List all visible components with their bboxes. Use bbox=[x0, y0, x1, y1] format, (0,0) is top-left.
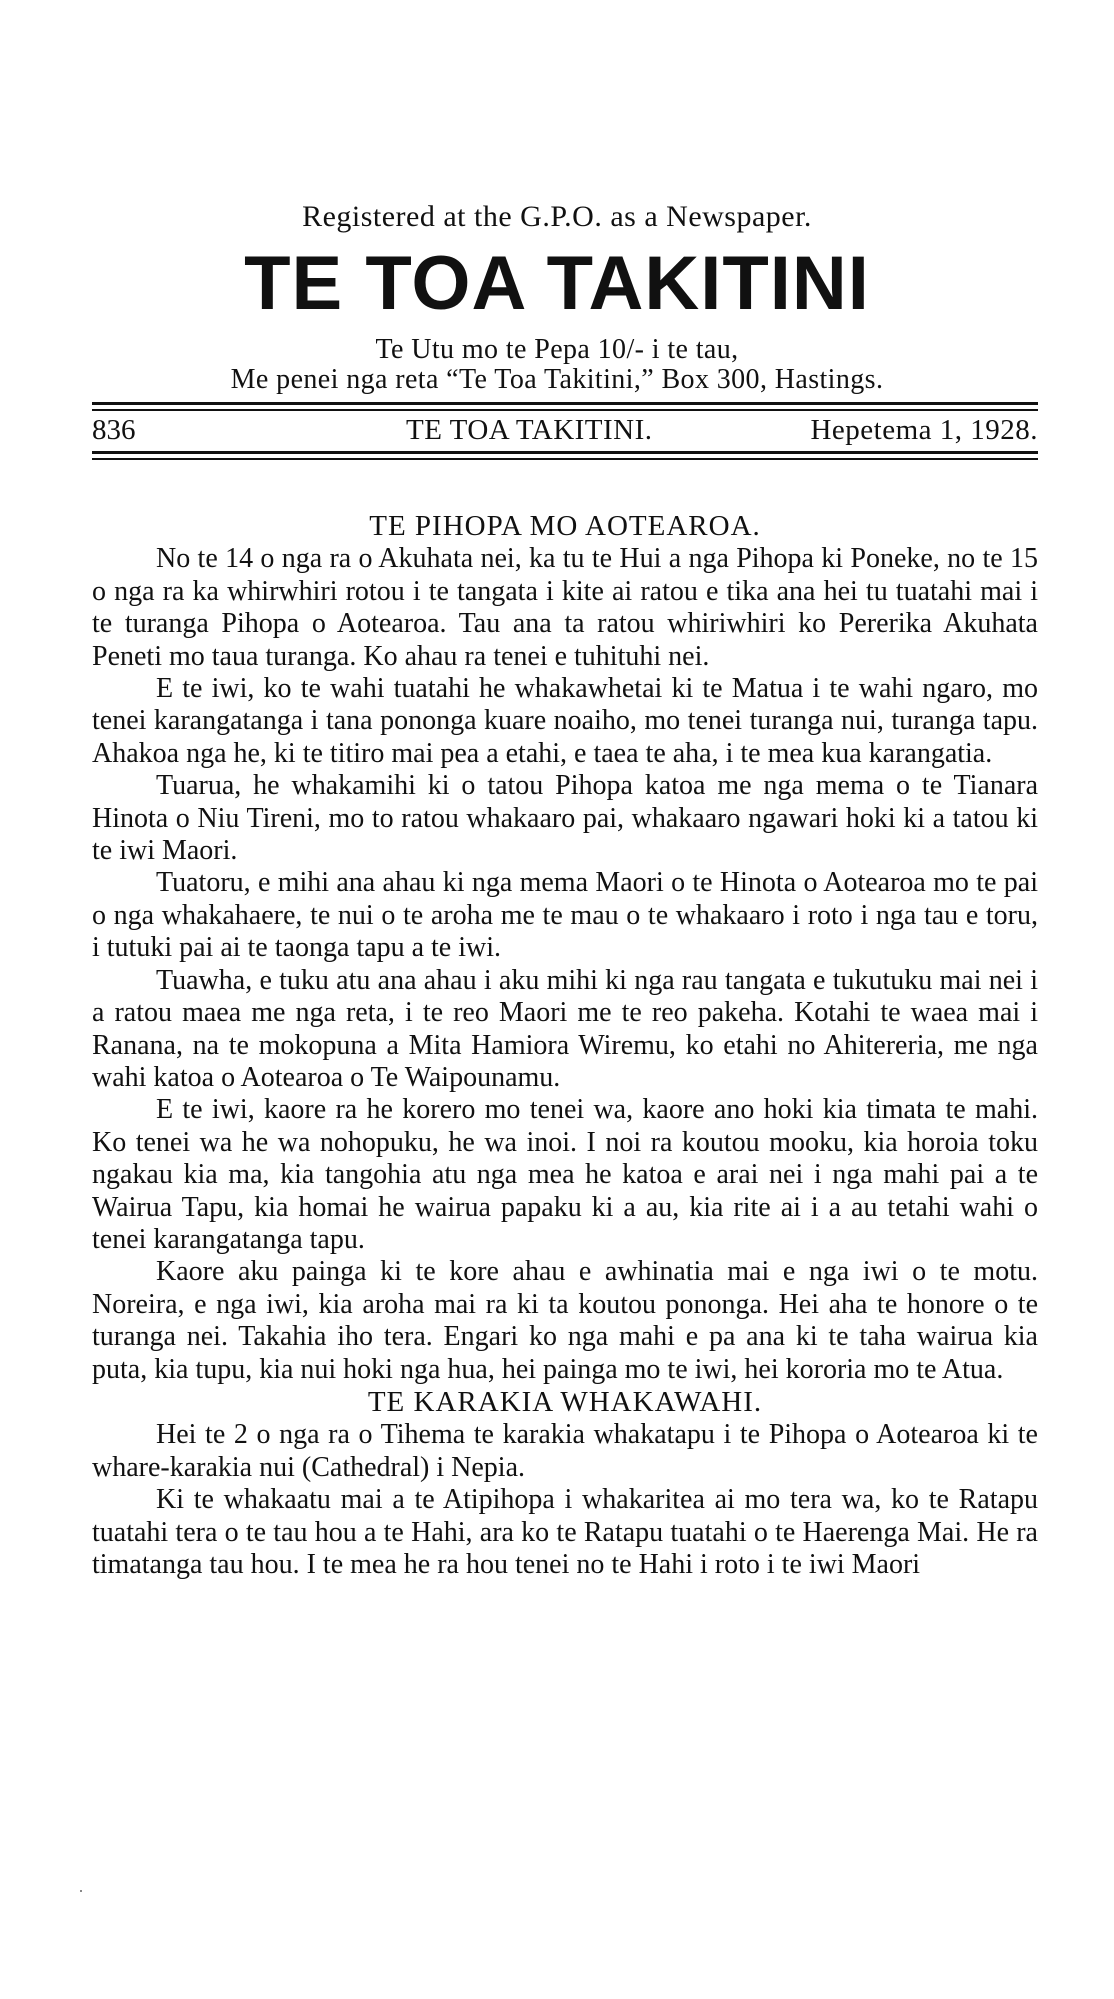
issue-number: 836 bbox=[92, 414, 136, 446]
registration-notice: Registered at the G.P.O. as a Newspaper. bbox=[302, 200, 812, 233]
article-paragraph: E te iwi, ko te wahi tuatahi he whakawhetai ki te Matua i te wahi ngaro, mo tenei karangatanga i tana pononga kuare noaiho, mo tenei turanga nui, turanga tapu. Ahakoa nga he, ki te titiro mai pea a etahi, e taea te aha, i te mea kua karangatia. bbox=[92, 673, 1038, 769]
top-rule-thin bbox=[92, 409, 1038, 411]
article-body bbox=[92, 510, 1038, 1581]
article-paragraph: No te 14 o nga ra o Akuhata nei, ka tu te Hui a nga Pihopa ki Poneke, no te 15 o nga ra ka whirwhiri rotou i te tangata i kite ai ratou e tika ana hei tu tuatahi mai i te turanga Pihopa o Aotearoa. Tau ana ta ratou whiriwhiri ko Pererika Akuhata Peneti mo taua turanga. Ko ahau ra tenei e tuhituhi nei. bbox=[92, 543, 1038, 672]
bottom-rule-thick bbox=[92, 451, 1038, 454]
issue-paper-name: TE TOA TAKITINI. bbox=[406, 414, 653, 446]
top-rule-thick bbox=[92, 402, 1038, 405]
article-paragraph: Tuawha, e tuku atu ana ahau i aku mihi ki nga rau tangata e tukutuku mai nei i a ratou maea me nga reta, i te reo Maori me te reo pakeha. Kotahi te waea mai i Ranana, na te mokopuna a Mita Hamiora Wiremu, ko etahi no Ahitereria, me nga wahi katoa o Aotearoa o Te Waipounamu. bbox=[92, 964, 1038, 1093]
article-paragraph: Tuarua, he whakamihi ki o tatou Pihopa katoa me nga mema o te Tianara Hinota o Niu Tireni, mo to ratou whakaaro pai, whakaaro ngawari hoki ki a tatou ki te iwi Maori. bbox=[92, 770, 1038, 867]
paper-speck bbox=[80, 1890, 82, 1892]
bottom-rule-thin bbox=[92, 458, 1038, 460]
article-paragraph: Hei te 2 o nga ra o Tihema te karakia whakatapu i te Pihopa o Aotearoa ki te whare-karakia nui (Cathedral) i Nepia. bbox=[92, 1419, 1038, 1483]
article-paragraph: Ki te whakaatu mai a te Atipihopa i whakaritea ai mo tera wa, ko te Ratapu tuatahi tera o te tau hou a te Hahi, ara ko te Ratapu tuatahi o te Haerenga Mai. He ra timatanga tau hou. I te mea he ra hou tenei no te Hahi i roto i te iwi Maori bbox=[92, 1484, 1038, 1580]
issue-line bbox=[92, 414, 1038, 448]
article-heading-pihopa: TE PIHOPA MO AOTEAROA. bbox=[369, 510, 761, 542]
address-line: Me penei nga reta “Te Toa Takitini,” Box 300, Hastings. bbox=[230, 364, 884, 395]
masthead-title: TE TOA TAKITINI bbox=[244, 241, 870, 326]
subscription-line: Te Utu mo te Pepa 10/- i te tau, bbox=[375, 334, 739, 365]
article-paragraph: Tuatoru, e mihi ana ahau ki nga mema Maori o te Hinota o Aotearoa mo te pai o nga whakahaere, te nui o te aroha me te mau o te whakaaro i roto i nga tau e toru, i tutuki pai ai te taonga tapu a te iwi. bbox=[92, 867, 1038, 964]
article-paragraph: E te iwi, kaore ra he korero mo tenei wa, kaore ano hoki kia timata te mahi. Ko tenei wa he wa nohopuku, he wa inoi. I noi ra koutou mooku, kia horoia toku ngakau kia ma, kia tangohia atu nga mea he katoa e arai nei i nga mahi pai a te Wairua Tapu, kia homai he wairua papaku ki a au, kia rite ai i a au tetahi wahi o tenei karangatanga tapu. bbox=[92, 1094, 1038, 1255]
issue-date: Hepetema 1, 1928. bbox=[810, 414, 1038, 446]
article-paragraph: Kaore aku painga ki te kore ahau e awhinatia mai e nga iwi o te motu. Noreira, e nga iwi, kia aroha mai ra ki ta koutou pononga. Hei aha te honore o te turanga nei. Takahia iho tera. Engari ko nga mahi e pa ana ki te taha wairua kia puta, kia tupu, kia nui hoki nga hua, hei painga mo te iwi, hei kororia mo te Atua. bbox=[92, 1256, 1038, 1385]
article-heading-karakia: TE KARAKIA WHAKAWAHI. bbox=[367, 1385, 763, 1418]
